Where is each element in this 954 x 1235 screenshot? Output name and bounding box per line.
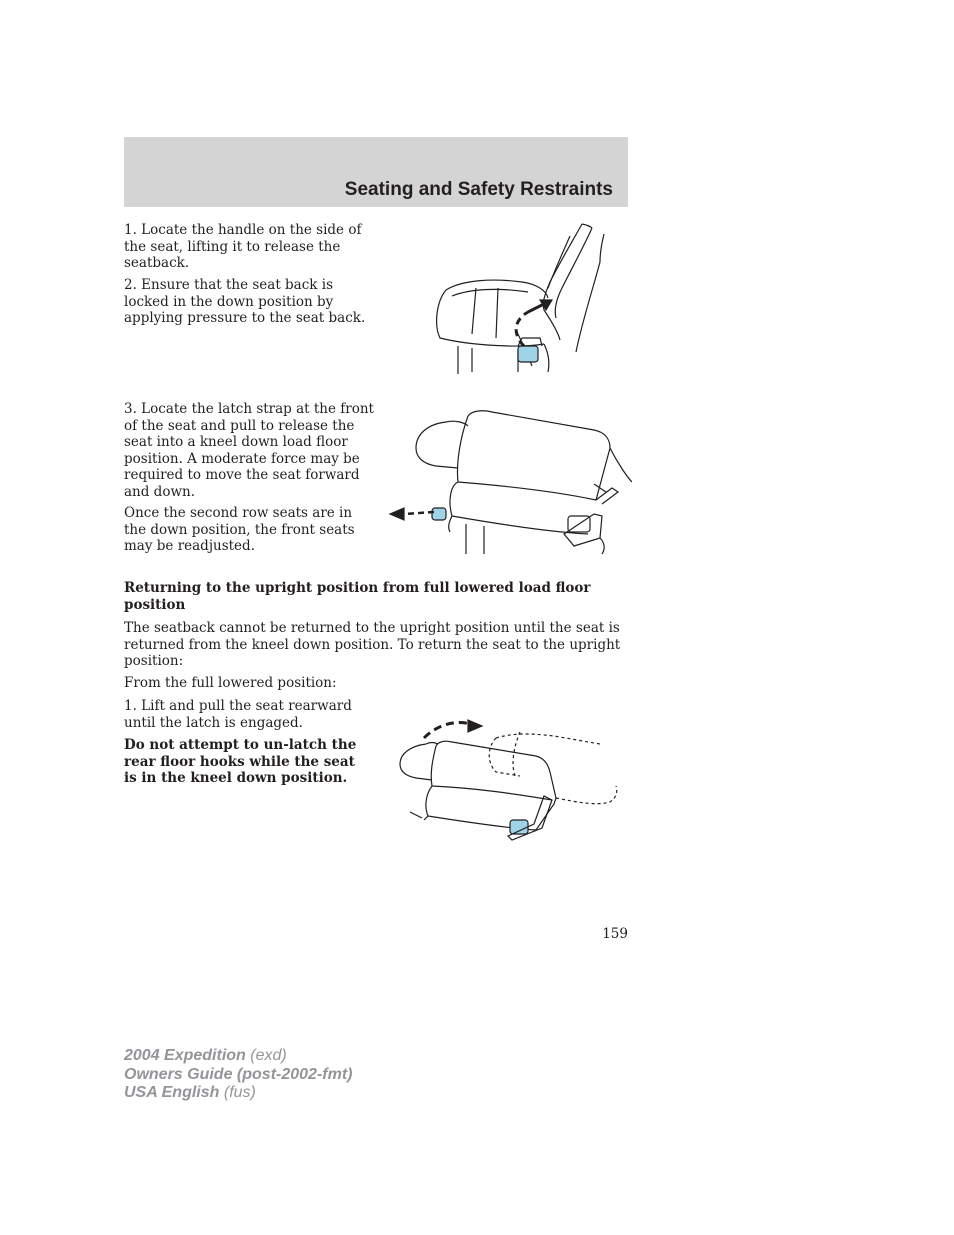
footer-guide: Owners Guide (post-2002-fmt) — [124, 1065, 353, 1083]
step-2-lock-seatback: 2. Ensure that the seat back is locked in the down position by applying pressure to the seat back. — [124, 277, 366, 326]
step-1-release-seatback: 1. Locate the handle on the side of the seat, lifting it to release the seatback. — [124, 222, 362, 271]
front-seats-readjust-note: Once the second row seats are in the down position, the front seats may be readjusted. — [124, 505, 355, 554]
returning-upright-heading: Returning to the upright position from full lowered load floor position — [124, 580, 591, 613]
footer-line-3 — [124, 1084, 352, 1103]
footer-vehicle-code: (exd) — [245, 1047, 287, 1064]
from-lowered-position-label: From the full lowered position: — [124, 675, 337, 691]
step-3-latch-strap: 3. Locate the latch strap at the front of the seat and pull to release the seat into a kneel down load floor position. A moderate force may be required to move the seat forward and down. — [124, 401, 374, 500]
footer-language: USA English — [124, 1084, 220, 1101]
section-title: Seating and Safety Restraints — [344, 179, 613, 200]
seatback-handle-illustration — [432, 222, 608, 374]
seat-rearward-illustration — [396, 716, 622, 842]
footer-line-2 — [124, 1066, 352, 1085]
floor-hooks-warning: Do not attempt to un-latch the rear floor hooks while the seat is in the kneel down position. — [124, 737, 357, 786]
footer-vehicle: 2004 Expedition — [124, 1047, 246, 1064]
section-header-band — [124, 137, 628, 207]
page-number: 159 — [602, 926, 628, 942]
footer-line-1 — [124, 1047, 352, 1066]
kneel-down-latch-illustration — [388, 408, 632, 556]
footer-language-code: (fus) — [219, 1084, 256, 1101]
step-1-lift-pull-seat: 1. Lift and pull the seat rearward until the latch is engaged. — [124, 698, 352, 731]
document-footer — [124, 1047, 352, 1103]
returning-upright-intro: The seatback cannot be returned to the upright position until the seat is returned from the kneel down position. To return the seat to the upright position: — [124, 620, 621, 669]
